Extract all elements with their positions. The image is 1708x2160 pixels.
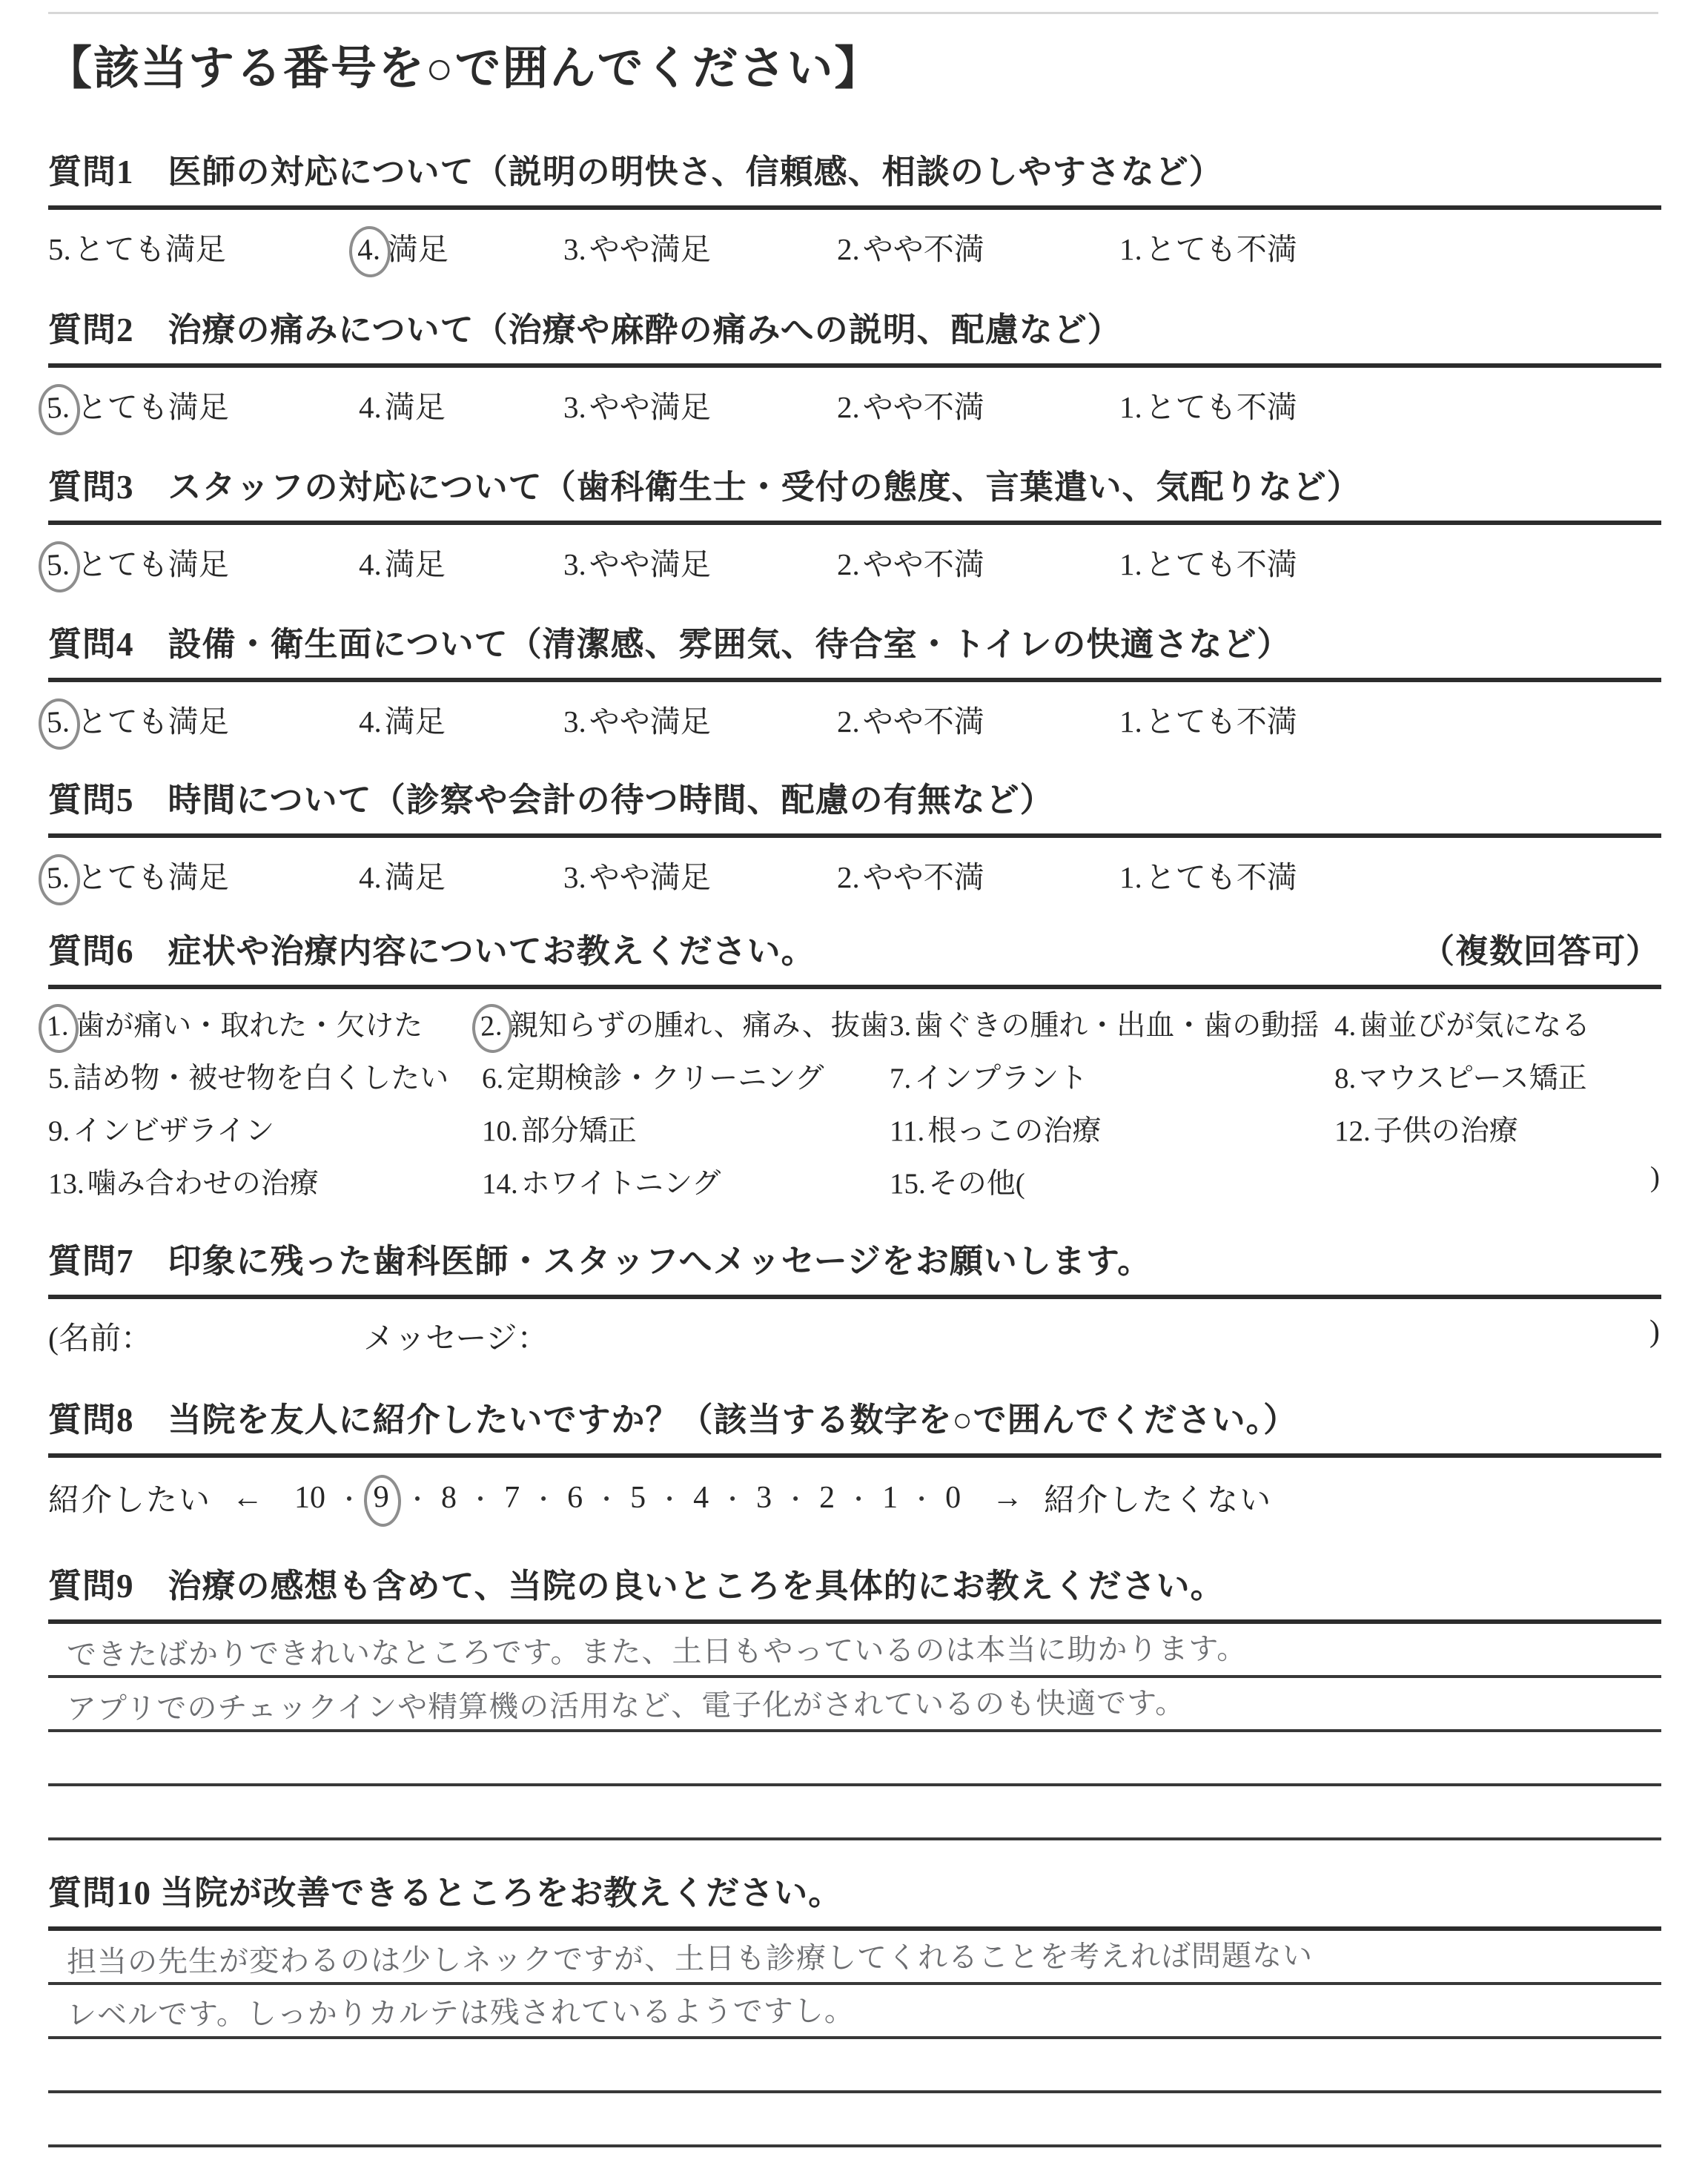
q2-heading: 質問2 治療の痛みについて（治療や麻酔の痛みへの説明、配慮など）: [48, 311, 1122, 349]
divider: [48, 363, 1661, 368]
q6-row-4: [48, 1160, 1661, 1200]
q10-answer-line-2: [48, 1985, 1661, 2039]
q2-option-4: [359, 383, 446, 426]
handwritten-circle: 2.: [471, 1003, 514, 1054]
q8-score-4: 4: [693, 1481, 709, 1515]
q6-item-15-other: [890, 1160, 1025, 1202]
q6-item-13: [48, 1160, 319, 1202]
divider: [48, 1453, 1661, 1458]
item-number: 5.: [48, 1063, 70, 1094]
item-label: 歯が痛い・取れた・欠けた: [76, 1010, 423, 1042]
q8-score-9-selected: [373, 1479, 394, 1516]
item-number: 9.: [48, 1115, 70, 1147]
question-10-section: [48, 1873, 1661, 2147]
option-label: とても不満: [1145, 860, 1297, 894]
q6-item-14: [482, 1160, 721, 1202]
q2-option-3: [563, 383, 711, 426]
q6-row-2: [48, 1055, 1661, 1094]
option-number: 3.: [563, 232, 586, 266]
item-number: 8.: [1334, 1063, 1357, 1094]
q10-answer-line-1: [48, 1931, 1661, 1985]
option-label: とても満足: [76, 860, 229, 894]
item-label: マウスピース矯正: [1359, 1063, 1587, 1094]
option-number: 3.: [563, 390, 586, 424]
q4-options-row: [45, 697, 1661, 742]
q6-item-9: [48, 1108, 274, 1149]
q6-row-1: [45, 1003, 1661, 1043]
item-number: 10.: [482, 1115, 518, 1147]
q2-option-5-selected: [45, 383, 229, 428]
q8-score-0: 0: [945, 1481, 961, 1515]
q2-options-row: [45, 383, 1661, 427]
q3-option-3: [563, 540, 711, 584]
option-number: 1.: [1119, 860, 1142, 894]
q6-item-11: [890, 1108, 1101, 1149]
option-number: 2.: [837, 547, 860, 581]
q6-item-8: [1334, 1055, 1587, 1097]
handwritten-circle: 5.: [37, 853, 81, 907]
q7-name-label: (名前：: [48, 1322, 152, 1356]
handwritten-circle: 4.: [348, 225, 391, 279]
option-label: とても不満: [1145, 547, 1297, 581]
handwritten-circle: 5.: [37, 541, 81, 594]
option-label: とても満足: [73, 232, 226, 266]
option-label: 満足: [387, 232, 448, 266]
option-number: 4.: [359, 547, 382, 581]
option-number: 1.: [1119, 704, 1142, 739]
item-label: 歯並びが気になる: [1359, 1010, 1591, 1042]
handwritten-answer: できたばかりできれいなところです。また、土日もやっているのは本当に助かります。: [66, 1631, 1248, 1673]
q6-multi-answer-note: （複数回答可）: [1420, 933, 1660, 970]
q6-row-3: [48, 1108, 1661, 1147]
q4-option-1: [1119, 697, 1297, 741]
option-number: 4.: [359, 390, 382, 424]
option-number: 5.: [48, 232, 71, 266]
q4-option-2: [837, 697, 984, 741]
q9-answer-line-2: [48, 1678, 1661, 1732]
question-3-section: [45, 467, 1661, 584]
item-number: 15.: [890, 1168, 926, 1200]
q3-options-row: [45, 540, 1661, 584]
item-label: インプラント: [914, 1063, 1088, 1094]
q5-heading: 質問5 時間について（診察や会計の待つ時間、配慮の有無など）: [48, 782, 1054, 819]
q10-heading: 質問10 当院が改善できるところをお教えください。: [48, 1875, 843, 1912]
option-label: 満足: [384, 704, 446, 739]
q6-item-6: [482, 1055, 824, 1097]
q8-right-label: 紹介したくない: [1044, 1484, 1273, 1518]
item-label: 親知らずの腫れ、痛み、抜歯: [509, 1010, 889, 1042]
q6-item-5: [48, 1055, 448, 1097]
q8-heading: 質問8 当院を友人に紹介したいですか？（該当する数字を○で囲んでください。）: [48, 1401, 1298, 1439]
q6-item-4: [1334, 1003, 1590, 1044]
option-number: 3.: [563, 547, 586, 581]
option-number: 1.: [1119, 232, 1142, 266]
handwritten-answer: 担当の先生が変わるのは少しネックですが、土日も診療してくれることを考えれば問題ない: [66, 1938, 1314, 1980]
q2-option-1: [1119, 383, 1297, 426]
q6-heading: 質問6 症状や治療内容についてお教えください。: [48, 933, 815, 970]
q1-option-5: [48, 225, 226, 268]
q8-score-2: 2: [819, 1481, 835, 1515]
scale-dot: ・: [337, 1486, 362, 1513]
scale-dot: ・: [847, 1486, 871, 1513]
q6-item-1-selected: [45, 1003, 423, 1046]
option-number: 1.: [1119, 547, 1142, 581]
q10-answer-line-4-blank: [48, 2093, 1661, 2147]
question-5-section: [45, 780, 1661, 897]
q8-nps-scale: [48, 1476, 1661, 1520]
option-label: やや満足: [589, 390, 711, 424]
question-9-section: [48, 1566, 1661, 1840]
option-label: とても満足: [76, 390, 229, 424]
q6-item-12: [1334, 1108, 1518, 1149]
scale-dot: ・: [469, 1486, 493, 1513]
q8-score-1: 1: [882, 1481, 898, 1515]
q3-option-1: [1119, 540, 1297, 584]
item-number: 11.: [890, 1115, 925, 1147]
q5-option-4: [359, 853, 446, 896]
handwritten-circle: 1.: [37, 1003, 80, 1054]
question-7-section: [48, 1241, 1661, 1358]
scale-dot: ・: [532, 1486, 556, 1513]
q5-option-2: [837, 853, 984, 896]
q9-answer-line-1: [48, 1624, 1661, 1678]
q1-option-4-selected: [356, 225, 448, 270]
option-label: とても不満: [1145, 704, 1297, 739]
question-4-section: [45, 624, 1661, 742]
item-label: 根っこの治療: [927, 1115, 1102, 1147]
option-number: 2.: [837, 232, 860, 266]
q3-option-2: [837, 540, 984, 584]
divider: [48, 1295, 1661, 1299]
q8-score-10: 10: [294, 1481, 326, 1515]
item-label: 詰め物・被せ物を白くしたい: [73, 1063, 449, 1094]
right-arrow-icon: →: [992, 1481, 1024, 1515]
divider: [48, 985, 1661, 989]
q3-option-4: [359, 540, 446, 584]
option-label: 満足: [384, 547, 446, 581]
scale-dot: ・: [910, 1486, 934, 1513]
option-number: 2.: [837, 860, 860, 894]
item-number: 6.: [482, 1063, 504, 1094]
scale-dot: ・: [784, 1486, 808, 1513]
q9-answer-line-4-blank: [48, 1786, 1661, 1840]
question-8-section: [48, 1400, 1661, 1520]
handwritten-circle: 9: [363, 1474, 402, 1527]
option-number: 3.: [563, 704, 586, 739]
option-label: 満足: [384, 390, 446, 424]
top-border-line: [48, 12, 1658, 14]
q1-option-1: [1119, 225, 1297, 268]
q8-score-3: 3: [756, 1481, 772, 1515]
item-label: 噛み合わせの治療: [87, 1168, 319, 1200]
q1-option-2: [837, 225, 984, 268]
scale-dot: ・: [658, 1486, 682, 1513]
q6-other-close-paren: ): [1650, 1161, 1660, 1193]
question-1-section: [48, 152, 1661, 269]
option-label: やや不満: [862, 704, 984, 739]
option-label: とても満足: [76, 547, 229, 581]
option-label: とても満足: [76, 704, 229, 739]
q7-message-label: メッセージ：: [363, 1322, 549, 1356]
q5-option-1: [1119, 853, 1297, 896]
option-number: 2.: [837, 390, 860, 424]
q3-heading: 質問3 スタッフの対応について（歯科衛生士・受付の態度、言葉遣い、気配りなど）: [48, 469, 1361, 506]
q6-item-10: [482, 1108, 637, 1149]
q1-option-3: [563, 225, 711, 268]
option-label: やや満足: [589, 232, 711, 266]
option-label: とても不満: [1145, 390, 1297, 424]
option-label: やや不満: [862, 232, 984, 266]
option-label: やや満足: [589, 704, 711, 739]
option-label: やや不満: [862, 390, 984, 424]
option-number: 3.: [563, 860, 586, 894]
option-label: やや不満: [862, 860, 984, 894]
q6-item-2-selected: [479, 1003, 889, 1046]
item-number: 3.: [890, 1010, 912, 1042]
option-label: 満足: [384, 860, 446, 894]
q3-option-5-selected: [45, 540, 229, 585]
q4-option-5-selected: [45, 697, 229, 742]
item-label: 部分矯正: [520, 1115, 637, 1147]
q8-left-label: 紹介したい: [48, 1484, 212, 1518]
handwritten-circle: 5.: [37, 698, 81, 751]
scale-dot: ・: [595, 1486, 619, 1513]
handwritten-answer: レベルです。しっかりカルテは残されているようですし。: [66, 1994, 855, 2032]
item-number: 14.: [482, 1168, 518, 1200]
q8-score-7: 7: [504, 1481, 520, 1515]
option-number: 2.: [837, 704, 860, 739]
q6-item-7: [890, 1055, 1088, 1097]
q1-heading: 質問1 医師の対応について（説明の明快さ、信頼感、相談のしやすさなど）: [48, 153, 1223, 191]
item-label: その他(: [928, 1168, 1025, 1200]
q7-heading: 質問7 印象に残った歯科医師・スタッフへメッセージをお願いします。: [48, 1243, 1152, 1280]
item-number: 12.: [1334, 1115, 1371, 1147]
question-2-section: [45, 310, 1661, 427]
scale-dot: ・: [406, 1486, 430, 1513]
option-label: やや満足: [589, 860, 711, 894]
q7-name-message-row: [48, 1314, 1661, 1358]
item-label: 定期検診・クリーニング: [506, 1063, 824, 1094]
divider: [48, 521, 1661, 525]
item-label: ホワイトニング: [520, 1168, 721, 1200]
divider: [48, 833, 1661, 838]
item-number: 4.: [1334, 1010, 1357, 1042]
option-number: 4.: [359, 704, 382, 739]
q4-heading: 質問4 設備・衛生面について（清潔感、雰囲気、待合室・トイレの快適さなど）: [48, 626, 1291, 663]
option-number: 4.: [359, 860, 382, 894]
q5-options-row: [45, 853, 1661, 897]
q4-option-4: [359, 697, 446, 741]
divider: [48, 205, 1661, 210]
q7-close-paren: ): [1649, 1315, 1660, 1349]
q2-option-2: [837, 383, 984, 426]
left-arrow-icon: ←: [232, 1481, 264, 1515]
q8-score-5: 5: [630, 1481, 646, 1515]
handwritten-circle: 5.: [37, 383, 81, 437]
q5-option-3: [563, 853, 711, 896]
q9-heading: 質問9 治療の感想も含めて、当院の良いところを具体的にお教えください。: [48, 1568, 1225, 1605]
question-6-section: [45, 931, 1661, 1200]
q1-options-row: [48, 225, 1661, 269]
q8-score-6: 6: [567, 1481, 583, 1515]
q10-answer-line-3-blank: [48, 2039, 1661, 2093]
item-number: 13.: [48, 1168, 85, 1200]
divider: [48, 678, 1661, 682]
item-label: 歯ぐきの腫れ・出血・歯の動揺: [914, 1010, 1320, 1042]
option-label: やや満足: [589, 547, 711, 581]
q6-item-3: [890, 1003, 1319, 1044]
option-label: やや不満: [862, 547, 984, 581]
item-label: 子供の治療: [1373, 1115, 1518, 1147]
q5-option-5-selected: [45, 853, 229, 898]
handwritten-answer: アプリでのチェックインや精算機の活用など、電子化がされているのも快適です。: [66, 1686, 1186, 1726]
q8-score-8: 8: [441, 1481, 457, 1515]
option-number: 1.: [1119, 390, 1142, 424]
item-label: インビザライン: [73, 1115, 275, 1147]
page-title: 【該当する番号を○で囲んでください】: [46, 44, 882, 94]
scale-dot: ・: [721, 1486, 745, 1513]
q4-option-3: [563, 697, 711, 741]
option-label: とても不満: [1145, 232, 1297, 266]
item-number: 7.: [890, 1063, 912, 1094]
q9-answer-line-3-blank: [48, 1732, 1661, 1786]
